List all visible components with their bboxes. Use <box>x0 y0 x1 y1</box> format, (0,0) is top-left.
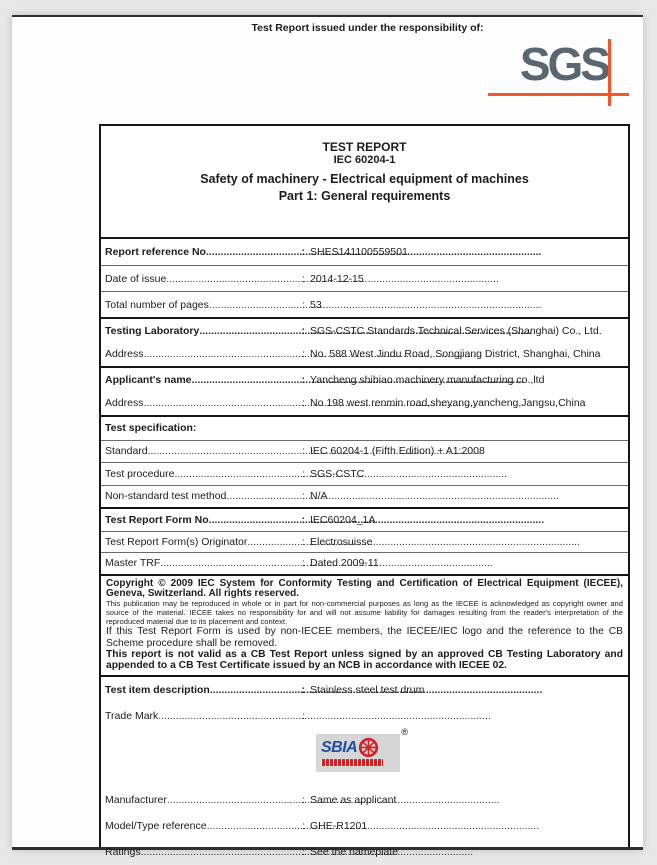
section-applicant <box>101 366 628 415</box>
leader-dots <box>209 299 302 311</box>
section-test-report-form <box>101 507 628 574</box>
row-total-pages <box>101 291 628 317</box>
field-label: Model/Type reference ..... : <box>105 820 305 832</box>
field-value: Dated 2009-11 <box>310 557 379 570</box>
trademark-box <box>316 734 400 772</box>
field-label: Master TRF ..... : <box>105 557 305 569</box>
leader-dots <box>144 397 303 409</box>
field-label: Ratings ..... : <box>105 846 305 858</box>
trademark-banner <box>321 759 383 766</box>
section-laboratory <box>101 317 628 366</box>
field-label: Test procedure ..... : <box>105 468 305 480</box>
leader-dots <box>192 374 302 386</box>
field-label: Address ..... : <box>105 397 305 409</box>
field-value: GHE-R1201 <box>310 820 368 833</box>
field-label: Date of issue ..... : <box>105 273 305 285</box>
document-page <box>12 15 643 859</box>
row-test-procedure <box>101 462 628 485</box>
section-report-info <box>101 237 628 317</box>
field-value: IEC60204_1A <box>310 513 376 526</box>
row-applicant-address <box>101 392 628 416</box>
report-table <box>99 124 630 859</box>
wheel-icon <box>358 737 379 758</box>
sgs-logo: SGS <box>519 38 608 90</box>
row-form-originator <box>101 531 628 553</box>
field-label: Trade Mark ..... : <box>105 703 305 722</box>
standard-number: IEC 60204-1 <box>333 154 396 166</box>
leader-dots <box>210 684 302 696</box>
field-value: SGS-CSTC Standards Technical Services (Shanghai) Co., Ltd. <box>310 324 602 337</box>
section-test-item <box>101 675 628 865</box>
row-testing-laboratory <box>101 319 628 343</box>
field-value: 2014-12-15 <box>310 272 364 285</box>
copyright-removal-note: If this Test Report Form is used by non-IECEE members, the IECEE/IEC logo and the reference to the CB Scheme procedure shall be removed. <box>106 626 623 649</box>
row-laboratory-address <box>101 343 628 367</box>
copyright-validity-note: This report is not valid as a CB Test Report unless signed by an approved CB Testing Laboratory and appended to a CB Test Certificate issued by an NCB in accordance with IECEE 02. <box>106 648 623 672</box>
report-subtitle: Safety of machinery - Electrical equipment of machines <box>200 172 529 186</box>
row-manufacturer <box>101 787 628 813</box>
leader-dots <box>174 468 302 480</box>
leader-dots <box>160 557 302 569</box>
leader-dots <box>141 846 302 858</box>
responsibility-note: Test Report issued under the responsibility of: <box>251 22 484 34</box>
sgs-logo-crossline <box>608 39 611 106</box>
leader-dots <box>212 514 302 526</box>
report-title: TEST REPORT <box>322 140 407 154</box>
test-specification-heading: Test specification: <box>105 422 197 435</box>
leader-dots <box>207 820 303 832</box>
leader-dots <box>199 325 301 337</box>
trademark-logo <box>316 727 408 772</box>
registered-mark: ® <box>401 727 408 738</box>
copyright-small-print: This publication may be reproduced in whole or in part for non-commercial purposes as long as the IECEE is acknowledged as copyright owner and source of the material. IECEE takes no responsibility for and will not assume liability for damages resulting from the reader's interpretation of the reproduced material due to its placement and context. <box>106 599 623 626</box>
field-value: IEC 60204-1 (Fifth Edition) + A1:2008 <box>310 445 485 458</box>
row-trade-mark <box>101 703 628 787</box>
report-part: Part 1: General requirements <box>278 189 451 203</box>
leader-dots <box>148 445 302 457</box>
leader-dots <box>158 710 302 722</box>
leader-dots <box>144 348 303 360</box>
field-value: No. 588 West Jindu Road, Songjiang District, Shanghai, China <box>310 348 601 361</box>
field-value: No 198 west renmin road,sheyang,yancheng,Jangsu,China <box>310 397 586 410</box>
field-value: Yancheng shibiao machinery manufacturing co.,ltd <box>310 373 545 386</box>
row-non-standard-method <box>101 485 628 508</box>
row-date-of-issue <box>101 265 628 291</box>
field-label: Test Report Form(s) Originator ..... : <box>105 536 305 548</box>
row-master-trf <box>101 552 628 574</box>
leader-dots <box>209 246 302 258</box>
field-value: Electrosuisse <box>310 535 373 548</box>
field-value: Same as applicant <box>310 794 397 807</box>
title-block <box>101 126 628 237</box>
leader-dots <box>247 536 302 548</box>
row-test-item-description <box>101 677 628 703</box>
field-label: Address ..... : <box>105 348 305 360</box>
row-form-no <box>101 509 628 531</box>
row-model-type <box>101 813 628 839</box>
row-ratings <box>101 839 628 865</box>
field-value: SHES141100559501 <box>310 246 408 258</box>
leader-dots <box>167 794 302 806</box>
field-label: Test Report Form No. ..... : <box>105 514 305 526</box>
field-value: Stainless steel test drum <box>310 684 425 697</box>
field-label: Applicant's name ..... : <box>105 374 305 386</box>
field-label: Testing Laboratory ..... : <box>105 325 305 337</box>
field-label: Manufacturer ..... : <box>105 794 305 806</box>
field-value: See the nameplate <box>310 846 399 859</box>
field-label: Report reference No. ..... : <box>105 246 305 258</box>
field-value: 53 <box>310 298 322 311</box>
row-applicant-name <box>101 368 628 392</box>
leader-dots <box>166 273 302 285</box>
row-report-reference <box>101 239 628 265</box>
field-label: Test item description ..... : <box>105 684 305 696</box>
trademark-text: SBIA <box>321 738 358 756</box>
field-value: SGS-CSTC <box>310 467 365 480</box>
field-label: Total number of pages ..... : <box>105 299 305 311</box>
row-standard <box>101 440 628 463</box>
field-label: Non-standard test method ..... : <box>105 490 305 502</box>
section-copyright <box>101 574 628 676</box>
leader-dots <box>226 490 302 502</box>
copyright-notice: Copyright © 2009 IEC System for Conformity Testing and Certification of Electrical Equipment (IECEE), Geneva, Switzerland. All rights reserved. <box>106 577 623 600</box>
field-label: Standard ..... : <box>105 445 305 457</box>
field-value: N/A <box>310 490 328 503</box>
section-test-specification <box>101 415 628 507</box>
